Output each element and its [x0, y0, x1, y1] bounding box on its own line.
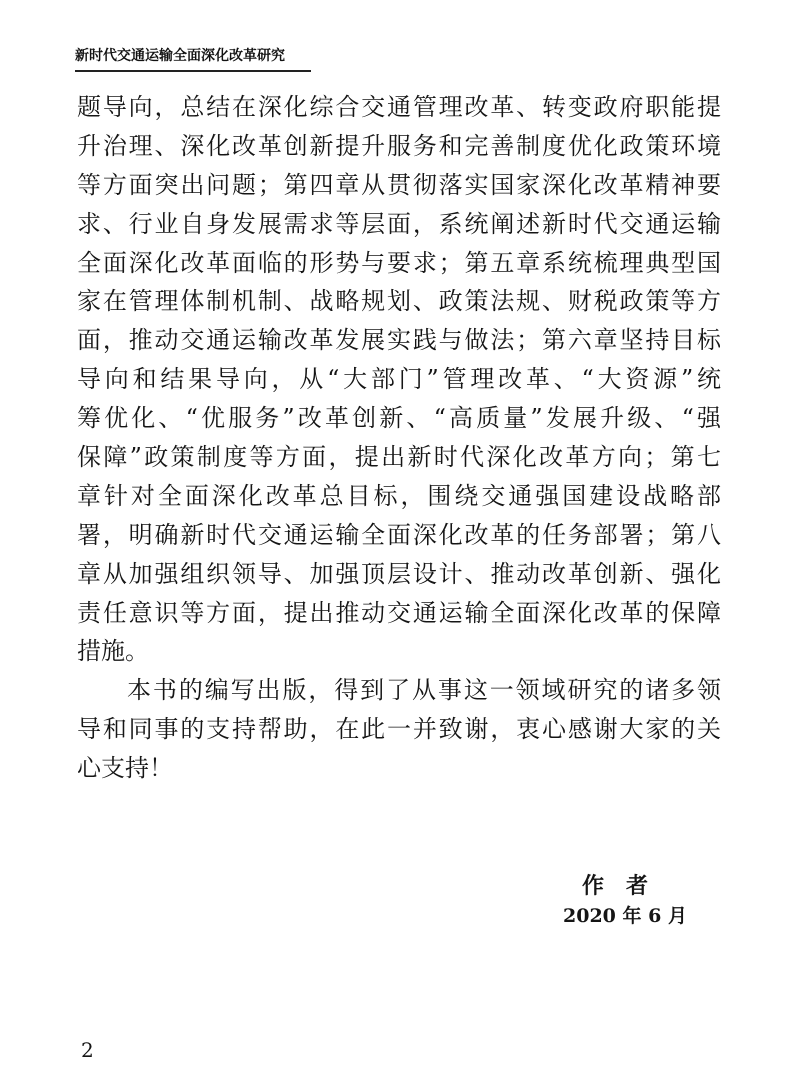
body-text	[77, 88, 721, 788]
paragraph	[77, 88, 721, 671]
text-line: 家在管理体制机制、战略规划、政策法规、财税政策等方	[77, 287, 721, 316]
text-line: 导向和结果导向，从“大部门”管理改革、“大资源”统	[77, 365, 721, 394]
text-line: 本书的编写出版，得到了从事这一领域研究的诸多领	[127, 676, 721, 705]
text-line: 全面深化改革面临的形势与要求；第五章系统梳理典型国	[77, 248, 721, 277]
text-line: 导和同事的支持帮助，在此一并致谢，衷心感谢大家的关	[77, 715, 721, 744]
page-number: 2	[81, 1038, 94, 1062]
text-line: 面，推动交通运输改革发展实践与做法；第六章坚持目标	[77, 326, 721, 355]
text-line: 署，明确新时代交通运输全面深化改革的任务部署；第八	[77, 520, 721, 549]
text-line: 求、行业自身发展需求等层面，系统阐述新时代交通运输	[77, 209, 721, 238]
text-line: 心支持！	[77, 754, 173, 783]
text-line: 措施。	[77, 637, 149, 666]
text-line: 题导向，总结在深化综合交通管理改革、转变政府职能提	[77, 93, 721, 121]
signature-date: 2020 年 6 月	[563, 905, 687, 927]
header-rule	[75, 70, 311, 72]
paragraph	[77, 671, 721, 788]
text-line: 等方面突出问题；第四章从贯彻落实国家深化改革精神要	[77, 170, 721, 199]
signature-author: 作 者	[582, 873, 649, 899]
text-line: 责任意识等方面，提出推动交通运输全面深化改革的保障	[77, 598, 721, 627]
page-header	[75, 46, 311, 72]
text-line: 章从加强组织领导、加强顶层设计、推动改革创新、强化	[77, 559, 721, 588]
text-line: 保障”政策制度等方面，提出新时代深化改革方向；第七	[77, 443, 721, 472]
text-line: 章针对全面深化改革总目标，围绕交通强国建设战略部	[77, 481, 721, 510]
text-line: 升治理、深化改革创新提升服务和完善制度优化政策环境	[77, 131, 721, 160]
header-title: 新时代交通运输全面深化改革研究	[75, 48, 285, 64]
text-line: 筹优化、“优服务”改革创新、“高质量”发展升级、“强	[77, 404, 721, 433]
